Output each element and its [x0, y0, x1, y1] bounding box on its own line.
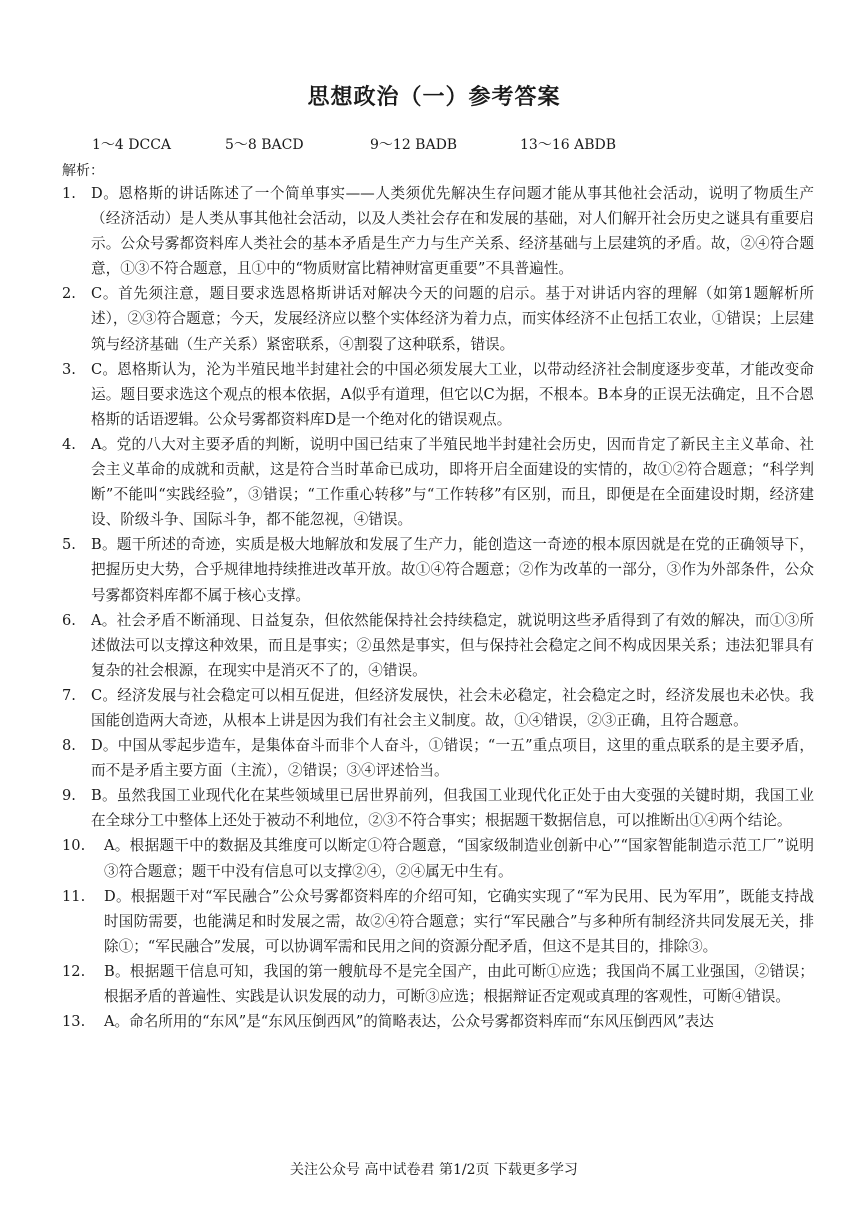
item-text: A。党的八大对主要矛盾的判断，说明中国已结束了半殖民地半封建社会历史，因而肯定了新民主主义革命、社会主义革命的成就和贡献，这是符合当时革命已成功，即将开启全面建设的实情的，故①②符合题意；“科学判断”不能叫“实践经验”，③错误；“工作重心转移”与“工作转移”有区别，而且，即便是在全面建设时期，经济建设、阶级斗争、国际斗争，都不能忽视，④错误。 [91, 435, 814, 529]
answer-group: 13～16 ABDB [520, 137, 616, 153]
item-text: A。根据题干中的数据及其维度可以断定①符合题意，“国家级制造业创新中心”“国家智能制造示范工厂”说明③符合题意；题干中没有信息可以支撑②④，②④属无中生有。 [104, 837, 814, 880]
item-number: 1. [62, 185, 76, 202]
item-text: C。首先须注意，题目要求选恩格斯讲话对解决今天的问题的启示。基于对讲话内容的理解（如第1题解析所述），②③符合题意；今天，发展经济应以整个实体经济为着力点，而实体经济不止包括工农业，①错误；上层建筑与经济基础（生产关系）紧密联系，④割裂了这种联系，错误。 [91, 285, 814, 353]
analysis-item [62, 281, 814, 356]
item-text: C。经济发展与社会稳定可以相互促进，但经济发展快，社会未必稳定，社会稳定之时，经济发展也未必快。我国能创造两大奇迹，从根本上讲是因为我们有社会主义制度。故，①④错误，②③正确，且符合题意。 [91, 686, 814, 729]
analysis-item [62, 959, 814, 1009]
analysis-item [62, 357, 814, 432]
page-footer: 关注公众号 高中试卷君 第1/2页 下载更多学习 [290, 1162, 578, 1178]
item-text: C。恩格斯认为，沦为半殖民地半封建社会的中国必须发展大工业，以带动经济社会制度逐步变革，才能改变命运。题目要求选这个观点的根本依据，A似乎有道理，但它以C为据，不根本。B本身的正误无法确定，且不合恩格斯的话语逻辑。公众号雾都资料库D是一个绝对化的错误观点。 [91, 360, 814, 428]
item-text: A。社会矛盾不断涌现、日益复杂，但依然能保持社会持续稳定，就说明这些矛盾得到了有效的解决，而①③所述做法可以支撑这种效果，而且是事实；②虽然是事实，但与保持社会稳定之间不构成因果关系；违法犯罪具有复杂的社会根源，在现实中是消灭不了的，④错误。 [91, 611, 814, 679]
item-text: D。恩格斯的讲话陈述了一个简单事实——人类须优先解决生存问题才能从事其他社会活动，说明了物质生产（经济活动）是人类从事其他社会活动，以及人类社会存在和发展的基础，对人们解开社会历史之谜具有重要启示。公众号雾都资料库人类社会的基本矛盾是生产力与生产关系、经济基础与上层建筑的矛盾。故，②④符合题意，①③不符合题意，且①中的“物质财富比精神财富更重要”不具普遍性。 [91, 185, 814, 278]
item-text: B。虽然我国工业现代化在某些领域里已居世界前列，但我国工业现代化正处于由大变强的关键时期，我国工业在全球分工中整体上还处于被动不利地位，②③不符合事实；根据题干数据信息，可以推断出①④两个结论。 [91, 787, 814, 830]
item-number: 12. [62, 962, 86, 980]
item-number: 9. [62, 787, 76, 805]
item-text: B。题干所述的奇迹，实质是极大地解放和发展了生产力，能创造这一奇迹的根本原因就是在党的正确领导下，把握历史大势，合乎规律地持续推进改革开放。故①④符合题意；②作为改革的一部分，③作为外部条件，公众号雾都资料库都不属于核心支撑。 [91, 536, 814, 604]
item-number: 5. [62, 536, 76, 554]
item-number: 4. [62, 435, 76, 453]
item-number: 2. [62, 285, 76, 303]
item-number: 8. [62, 737, 76, 755]
item-number: 11. [62, 887, 86, 905]
item-number: 7. [62, 686, 76, 704]
analysis-item [62, 683, 814, 733]
item-number: 13. [62, 1013, 86, 1031]
item-number: 3. [62, 360, 76, 378]
page-title: 思想政治（一）参考答案 [307, 85, 561, 110]
item-text: D。根据题干对“军民融合”公众号雾都资料库的介绍可知，它确实实现了“军为民用、民为军用”，既能支持战时国防需要，也能满足和时发展之需，故②④符合题意；实行“军民融合”与多种所有制经济共同发展无关，排除①；“军民融合”发展，可以协调军需和民用之间的资源分配矛盾，但这不是其目的，排除③。 [104, 887, 814, 955]
analysis-list [62, 181, 814, 1034]
analysis-item [62, 733, 814, 783]
analysis-item [62, 608, 814, 683]
analysis-label: 解析： [62, 163, 104, 179]
answer-group: 9～12 BADB [370, 137, 458, 153]
analysis-item [62, 181, 814, 281]
item-text: A。命名所用的“东风”是“东风压倒西风”的简略表达，公众号雾都资料库而“东风压倒西风”表达 [104, 1013, 714, 1031]
item-number: 10. [62, 837, 86, 855]
item-text: B。根据题干信息可知，我国的第一艘航母不是完全国产，由此可断①应选；我国尚不属工业强国，②错误；根据矛盾的普遍性、实践是认识发展的动力，可断③应选；根据辩证否定观或真理的客观性，可断④错误。 [104, 962, 814, 1005]
answer-group: 1～4 DCCA [92, 137, 172, 153]
analysis-item [62, 783, 814, 833]
item-text: D。中国从零起步造车，是集体奋斗而非个人奋斗，①错误；“一五”重点项目，这里的重点联系的是主要矛盾，而不是矛盾主要方面（主流），②错误；③④评述恰当。 [91, 737, 814, 780]
answer-group: 5～8 BACD [225, 137, 304, 153]
analysis-item [62, 884, 814, 959]
answer-key [92, 134, 616, 154]
analysis-item [62, 833, 814, 883]
analysis-item [62, 432, 814, 532]
analysis-item [62, 1009, 814, 1034]
analysis-item [62, 532, 814, 607]
item-number: 6. [62, 611, 76, 629]
